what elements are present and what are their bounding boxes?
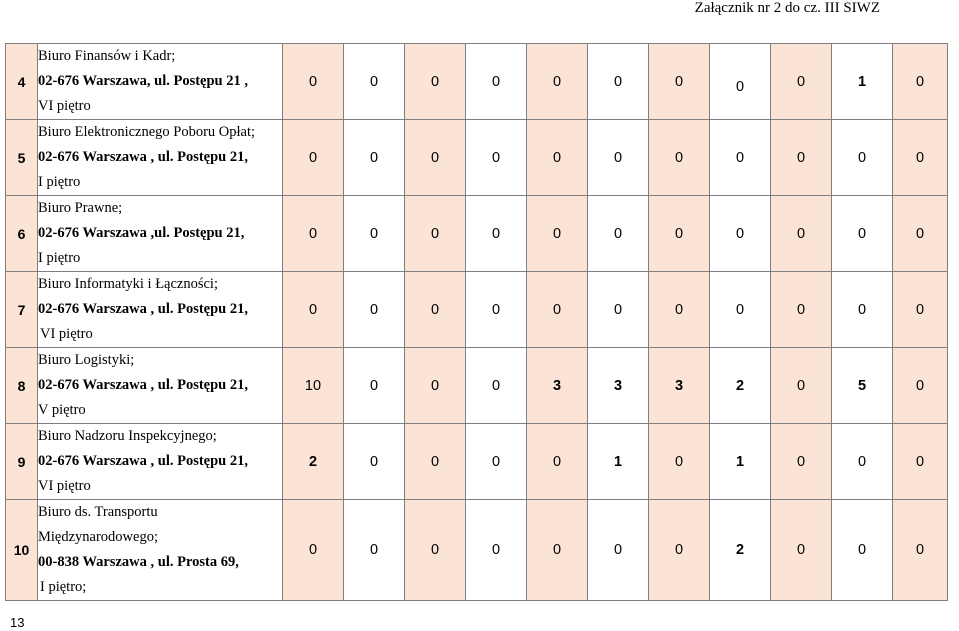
value-cell: 0	[527, 44, 588, 120]
value-cell: 0	[893, 120, 948, 196]
value-cell: 0	[832, 196, 893, 272]
value-cell: 0	[283, 44, 344, 120]
address-line	[38, 373, 282, 398]
value-cell: 0	[771, 348, 832, 424]
address-line: VI piętro	[40, 326, 93, 342]
value-cell: 0	[527, 196, 588, 272]
address-line	[38, 550, 282, 575]
address-line	[38, 145, 282, 170]
address-line: I piętro	[38, 250, 81, 266]
address-line: Biuro ds. Transportu	[38, 504, 158, 520]
value-cell: 0	[588, 120, 649, 196]
address-postal-city: 02-676 Warszawa , ul. Postępu 21,	[38, 453, 248, 469]
value-cell: 0	[771, 44, 832, 120]
table-row	[6, 44, 948, 120]
value-cell: 0	[344, 424, 405, 500]
page-number: 13	[10, 615, 25, 630]
address-cell	[38, 348, 283, 424]
value-cell: 0	[405, 44, 466, 120]
value-cell: 0	[588, 44, 649, 120]
address-postal-city: 02-676 Warszawa , ul. Postępu 21,	[38, 377, 248, 393]
value-cell: 0	[893, 44, 948, 120]
address-line: VI piętro	[38, 98, 91, 114]
value-cell: 0	[283, 120, 344, 196]
address-line: VI piętro	[38, 478, 91, 494]
value-cell: 0	[771, 120, 832, 196]
value-cell: 0	[527, 120, 588, 196]
value-cell: 0	[466, 424, 527, 500]
value-cell: 0	[771, 500, 832, 601]
value-cell: 1	[710, 424, 771, 500]
value-cell: 0	[649, 272, 710, 348]
value-cell: 0	[405, 348, 466, 424]
value-cell: 0	[893, 196, 948, 272]
address-line: I piętro;	[40, 579, 87, 595]
value-cell: 0	[344, 500, 405, 601]
address-line: Biuro Informatyki i Łączności;	[38, 276, 218, 292]
value-cell: 0	[771, 424, 832, 500]
table-row	[6, 500, 948, 601]
table-row	[6, 120, 948, 196]
value-cell: 2	[710, 500, 771, 601]
value-cell: 0	[527, 272, 588, 348]
value-cell: 0	[344, 348, 405, 424]
table-row	[6, 424, 948, 500]
value-cell: 0	[710, 196, 771, 272]
address-line	[38, 69, 282, 94]
address-line	[38, 449, 282, 474]
row-number: 5	[6, 120, 38, 196]
value-cell: 0	[710, 44, 771, 120]
header-note: Załącznik nr 2 do cz. III SIWZ	[694, 0, 880, 16]
address-postal-city: 02-676 Warszawa , ul. Postępu 21,	[38, 301, 248, 317]
address-postal-city: 00-838 Warszawa , ul. Prosta 69,	[38, 554, 239, 570]
row-number: 8	[6, 348, 38, 424]
value-cell: 2	[710, 348, 771, 424]
value-cell: 3	[649, 348, 710, 424]
value-cell: 0	[710, 272, 771, 348]
address-cell	[38, 500, 283, 601]
table-row	[6, 348, 948, 424]
value-cell: 0	[466, 44, 527, 120]
value-cell: 0	[405, 196, 466, 272]
value-cell: 2	[283, 424, 344, 500]
value-cell: 0	[588, 196, 649, 272]
value-cell: 0	[893, 424, 948, 500]
facilities-table	[5, 43, 948, 601]
address-line: Biuro Elektronicznego Poboru Opłat;	[38, 124, 256, 140]
value-cell: 0	[771, 196, 832, 272]
table-row	[6, 272, 948, 348]
value-cell: 0	[283, 196, 344, 272]
value-cell: 0	[344, 44, 405, 120]
value-cell: 0	[344, 196, 405, 272]
value-cell: 0	[344, 272, 405, 348]
address-line: Międzynarodowego;	[38, 529, 158, 545]
value-cell: 1	[832, 44, 893, 120]
value-cell: 0	[283, 272, 344, 348]
value-cell: 0	[649, 44, 710, 120]
value-cell: 10	[283, 348, 344, 424]
address-line	[38, 221, 282, 246]
address-line: Biuro Logistyki;	[38, 352, 135, 368]
value-cell: 5	[832, 348, 893, 424]
value-cell: 3	[588, 348, 649, 424]
value-cell: 0	[832, 500, 893, 601]
value-cell: 0	[588, 272, 649, 348]
address-line: Biuro Prawne;	[38, 200, 123, 216]
value-cell: 0	[588, 500, 649, 601]
value-cell: 0	[649, 500, 710, 601]
value-cell: 0	[405, 424, 466, 500]
row-number: 6	[6, 196, 38, 272]
address-line	[38, 297, 282, 322]
table-row	[6, 196, 948, 272]
address-line: Biuro Finansów i Kadr;	[38, 48, 176, 64]
address-line: Biuro Nadzoru Inspekcyjnego;	[38, 428, 217, 444]
value-cell: 0	[405, 272, 466, 348]
value-cell: 0	[771, 272, 832, 348]
value-cell: 0	[649, 120, 710, 196]
value-cell: 0	[283, 500, 344, 601]
address-cell	[38, 196, 283, 272]
row-number: 4	[6, 44, 38, 120]
value-cell: 0	[832, 120, 893, 196]
value-cell: 0	[893, 348, 948, 424]
value-cell: 0	[527, 500, 588, 601]
value-cell: 0	[344, 120, 405, 196]
value-cell: 0	[466, 272, 527, 348]
value-cell: 0	[832, 424, 893, 500]
value-cell: 0	[466, 120, 527, 196]
value-cell: 0	[527, 424, 588, 500]
value-cell: 0	[405, 500, 466, 601]
value-cell: 0	[710, 120, 771, 196]
address-postal-city: 02-676 Warszawa , ul. Postępu 21,	[38, 149, 248, 165]
value-cell: 0	[466, 348, 527, 424]
address-cell	[38, 272, 283, 348]
value-cell: 0	[405, 120, 466, 196]
value-cell: 0	[832, 272, 893, 348]
address-postal-city: 02-676 Warszawa ,ul. Postępu 21,	[38, 225, 245, 241]
address-cell	[38, 120, 283, 196]
value-cell: 0	[893, 272, 948, 348]
address-postal-city: 02-676 Warszawa, ul. Postępu 21 ,	[38, 73, 248, 89]
address-line: V piętro	[38, 402, 86, 418]
address-cell	[38, 424, 283, 500]
row-number: 10	[6, 500, 38, 601]
value-cell: 0	[893, 500, 948, 601]
value-cell: 0	[649, 196, 710, 272]
value-cell: 3	[527, 348, 588, 424]
value-cell: 0	[649, 424, 710, 500]
value-cell: 0	[466, 196, 527, 272]
row-number: 7	[6, 272, 38, 348]
value-cell: 0	[466, 500, 527, 601]
address-line: I piętro	[38, 174, 81, 190]
address-cell	[38, 44, 283, 120]
row-number: 9	[6, 424, 38, 500]
value-cell: 1	[588, 424, 649, 500]
